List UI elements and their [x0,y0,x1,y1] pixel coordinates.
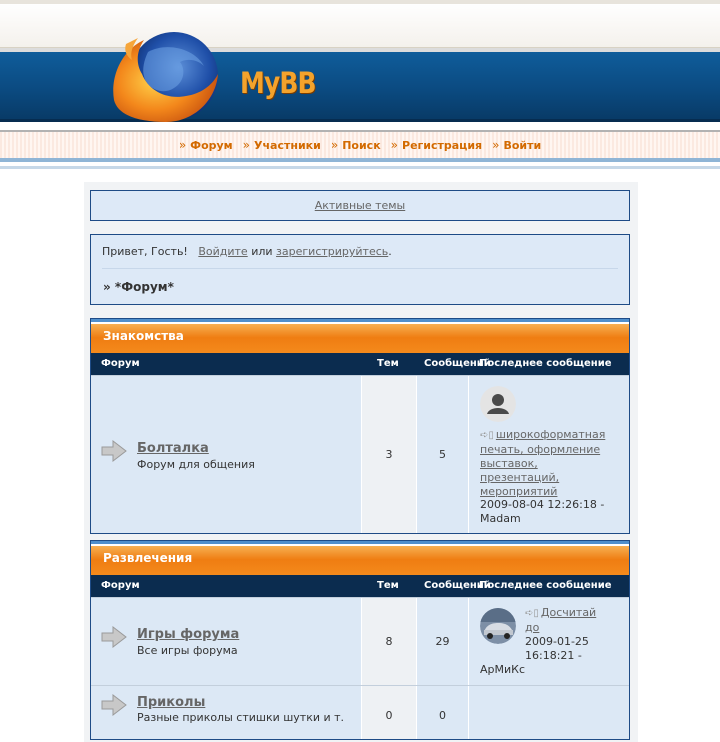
last-post-title [480,428,630,499]
welcome-box [90,234,630,305]
category-znakomstva [90,318,630,534]
or-text: или [251,245,273,258]
forum-status-arrow-icon [101,626,127,648]
default-avatar-icon[interactable] [480,386,516,422]
firefox-logo-icon[interactable] [108,30,234,126]
divider [102,268,618,269]
double-arrow-icon: » [330,138,339,152]
last-post-link-line2[interactable]: печать, оформление [480,443,601,456]
welcome-text [102,245,392,258]
forum-row [91,685,629,740]
divider [0,166,720,169]
double-arrow-icon: » [178,138,187,152]
forum-row [91,375,629,533]
go-to-post-icon[interactable]: ➪▯ [480,430,494,441]
nav-register-label[interactable]: Регистрация [402,138,483,152]
forum-status-arrow-icon [101,694,127,716]
active-topics-link[interactable]: Активные темы [314,199,406,212]
last-post-link-line3[interactable]: выставок, [480,457,538,470]
nav-login[interactable] [492,138,541,152]
category-title[interactable]: Знакомства [91,319,629,353]
last-post-cell [468,376,630,533]
posts-count: 0 [439,709,446,722]
forum-title-link[interactable]: Игры форума [137,627,240,642]
col-posts: Сообщений [424,358,491,369]
forum-cell [91,598,361,685]
last-post-link-line5[interactable]: мероприятий [480,485,558,498]
col-forum: Форум [101,580,140,591]
last-post-cell [468,598,630,685]
col-posts: Сообщений [424,580,491,591]
posts-cell [416,376,468,533]
last-post-title [525,606,625,635]
mybb-logo-text[interactable]: MyBB [240,66,316,100]
greeting: Привет, Гость! [102,245,188,258]
forum-cell [91,376,361,533]
category-title[interactable]: Развлечения [91,541,629,575]
column-header-row [91,353,629,375]
topics-cell [361,598,416,685]
last-post-date [525,635,625,663]
last-post-date-line1: 2009-01-25 [525,635,589,648]
col-topics: Тем [377,580,399,591]
category-razvlecheniya [90,540,630,740]
double-arrow-icon: » [390,138,399,152]
forum-description: Разные приколы стишки шутки и т. [137,711,345,724]
column-header-row [91,575,629,597]
topics-cell [361,376,416,533]
forum-description: Все игры форума [137,644,238,657]
posts-count: 29 [435,635,450,648]
nav-bar [0,130,720,160]
posts-cell [416,686,468,740]
forum-description: Форум для общения [137,458,255,471]
forum-status-arrow-icon [101,440,127,462]
last-post-link-line2[interactable]: до [525,621,540,634]
nav-members-label[interactable]: Участники [254,138,321,152]
double-arrow-icon: » [242,138,251,152]
nav-forum-label[interactable]: Форум [190,138,233,152]
nav-links [0,132,720,158]
last-post-cell [468,686,630,740]
posts-cell [416,598,468,685]
forum-title-link[interactable]: Болталка [137,441,209,456]
nav-members[interactable] [243,138,321,152]
nav-search[interactable] [331,138,381,152]
col-topics: Тем [377,358,399,369]
nav-search-label[interactable]: Поиск [342,138,381,152]
last-post-link-line1[interactable]: широкоформатная [495,428,606,441]
col-forum: Форум [101,358,140,369]
car-avatar-icon[interactable] [480,608,516,644]
last-post-date: 2009-08-04 12:26:18 - [480,498,605,511]
login-link[interactable]: Войдите [198,245,248,258]
period: . [388,245,392,258]
register-link[interactable]: зарегистрируйтесь [276,245,389,258]
last-post-link-line4[interactable]: презентаций, [480,471,560,484]
posts-count: 5 [439,448,446,461]
last-post-date-line2: 16:18:21 - [525,649,582,662]
forum-row [91,597,629,685]
col-last: Последнее сообщение [479,580,612,591]
go-to-post-icon[interactable]: ➪▯ [525,608,539,619]
topics-count: 3 [385,448,393,461]
nav-strip [0,122,720,172]
topics-count: 0 [385,709,393,722]
breadcrumb[interactable]: » *Форум* [103,280,174,294]
col-last: Последнее сообщение [479,358,612,369]
last-post-meta [480,498,630,526]
divider [0,158,720,162]
last-post-user[interactable]: Madam [480,512,521,525]
active-topics-box [90,190,630,221]
topics-count: 8 [385,635,393,648]
topics-cell [361,686,416,740]
double-arrow-icon: » [492,138,500,152]
forum-title-link[interactable]: Приколы [137,695,206,710]
last-post-link-line1[interactable]: Досчитай [540,606,597,619]
last-post-user[interactable]: АрМиКс [480,663,526,676]
nav-forum[interactable] [179,138,233,152]
forum-cell [91,686,361,740]
nav-login-label[interactable]: Войти [503,138,542,152]
nav-register[interactable] [391,138,482,152]
